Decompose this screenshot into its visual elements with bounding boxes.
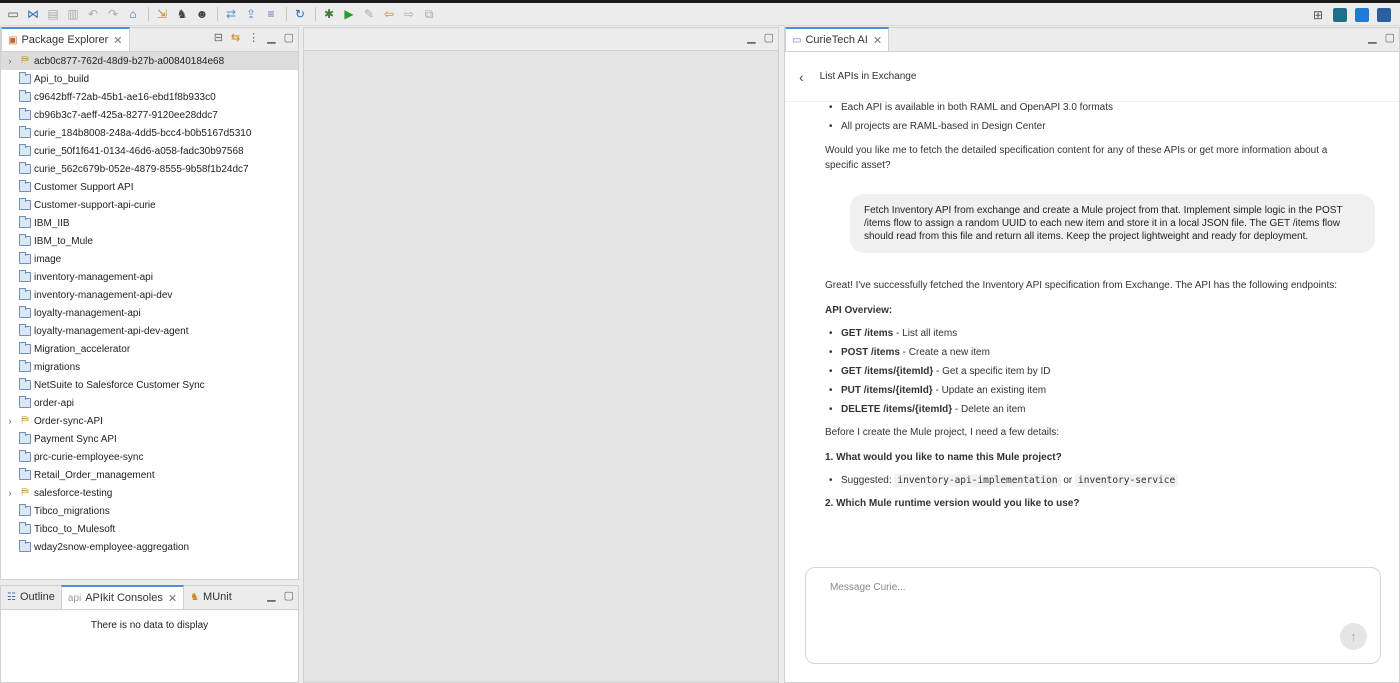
- details-intro: Before I create the Mule project, I need a few details:: [825, 427, 1060, 438]
- tree-item-label: order-api: [34, 397, 75, 409]
- munit-icon: ♞: [190, 591, 200, 603]
- folder-icon: [19, 398, 31, 408]
- folder-icon: [19, 182, 31, 192]
- open-icon[interactable]: ⧉: [424, 6, 434, 21]
- list-item: • Each API is available in both RAML and OpenAPI 3.0 formats: [841, 98, 1359, 117]
- tree-item-label: Customer-support-api-curie: [34, 199, 156, 211]
- tree-item-label: curie_50f1f641-0134-46d6-a058-fadc30b97568: [34, 145, 244, 157]
- chat-header: [785, 52, 1399, 102]
- tab-apikit-consoles[interactable]: [61, 585, 184, 609]
- endpoint-method: DELETE /items/{itemId}: [841, 404, 953, 415]
- perspective-switcher: [1308, 6, 1396, 24]
- editor-area: [303, 27, 779, 683]
- tree-item-label: Migration_accelerator: [34, 343, 131, 355]
- tree-item[interactable]: [1, 178, 298, 196]
- tab-label: Outline: [19, 591, 55, 603]
- suggestion-code: inventory-service: [1075, 474, 1178, 487]
- folder-icon: [19, 506, 31, 516]
- tree-item-label: image: [34, 253, 62, 265]
- minimize-icon[interactable]: ▁: [267, 32, 276, 44]
- or-text: or: [1063, 475, 1073, 486]
- tab-curietech-ai[interactable]: [785, 27, 889, 51]
- tree-item[interactable]: [1, 484, 298, 502]
- endpoint-item: [841, 400, 1359, 419]
- folder-icon: [19, 344, 31, 354]
- folder-icon: [19, 362, 31, 372]
- tree-item[interactable]: [1, 160, 298, 178]
- tree-item[interactable]: [1, 376, 298, 394]
- user-message-bubble: Fetch Inventory API from exchange and create a Mule project from that. Implement simple logic in the POST /items flow to assign a random UUID to each new item and store it in a local JSON file. The GET /items flow should read from this file and return all items. Keep the project lightweight and ready for deployment.: [850, 194, 1375, 253]
- refresh-icon[interactable]: ↻: [294, 7, 306, 21]
- user-icon[interactable]: ☻: [195, 7, 209, 21]
- close-icon[interactable]: ✕: [872, 34, 883, 47]
- list-item: • All projects are RAML-based in Design Center: [841, 117, 1359, 136]
- folder-icon: [19, 326, 31, 336]
- collapse-all-icon[interactable]: ⊟: [213, 32, 223, 44]
- api-overview-heading: API Overview:: [825, 305, 893, 316]
- run-icon[interactable]: ▶: [344, 7, 354, 21]
- import-icon[interactable]: ⇲: [156, 7, 168, 21]
- tab-outline[interactable]: [1, 585, 61, 609]
- endpoint-description: - Get a specific item by ID: [933, 366, 1051, 377]
- tree-item-label: Customer Support API: [34, 181, 134, 193]
- expand-arrow-icon[interactable]: ›: [8, 56, 12, 66]
- endpoint-description: - Update an existing item: [932, 385, 1047, 396]
- link-with-editor-icon[interactable]: ⇆: [230, 32, 241, 44]
- view-actions: [747, 31, 774, 44]
- redo-icon[interactable]: ↷: [107, 7, 119, 21]
- edit-icon[interactable]: ✎: [363, 7, 375, 21]
- question-1: 1. What would you like to name this Mule project?: [825, 452, 1062, 463]
- folder-icon: [19, 236, 31, 246]
- view-actions: [214, 31, 294, 44]
- tree-item-label: acb0c877-762d-48d9-b27b-a00840184e68: [34, 55, 225, 67]
- deploy-icon[interactable]: ⇪: [245, 7, 257, 21]
- tab-label: MUnit: [203, 591, 232, 603]
- folder-icon: [19, 92, 31, 102]
- folder-icon: [19, 380, 31, 390]
- maximize-icon[interactable]: ▢: [283, 32, 294, 44]
- curietech-panel: [784, 27, 1400, 683]
- main-toolbar: [0, 3, 1400, 26]
- folder-icon: [19, 272, 31, 282]
- message-input[interactable]: Message Curie...: [830, 582, 906, 593]
- folder-icon: [19, 452, 31, 462]
- endpoint-method: POST /items: [841, 347, 900, 358]
- tree-item[interactable]: [1, 520, 298, 538]
- package-icon: ▣: [8, 34, 18, 46]
- endpoint-item: [841, 324, 1359, 343]
- forward-icon[interactable]: ⇨: [403, 7, 415, 21]
- suggestion-list: [825, 471, 1359, 490]
- tree-item[interactable]: [1, 286, 298, 304]
- tree-item[interactable]: [1, 88, 298, 106]
- link-icon[interactable]: ⋈: [27, 7, 39, 21]
- mule-project-icon: ⛿: [21, 415, 29, 426]
- tree-item-label: cb96b3c7-aeff-425a-8277-9120ee28ddc7: [34, 109, 218, 121]
- tree-item-label: inventory-management-api-dev: [34, 289, 173, 301]
- designer-icon[interactable]: [1352, 6, 1372, 24]
- tree-item[interactable]: [1, 304, 298, 322]
- endpoint-method: GET /items: [841, 328, 894, 339]
- tree-item[interactable]: [1, 124, 298, 142]
- tree-item[interactable]: [1, 214, 298, 232]
- save-all-icon[interactable]: ▥: [67, 7, 79, 21]
- expand-arrow-icon[interactable]: ›: [8, 488, 12, 498]
- maximize-icon[interactable]: ▢: [763, 32, 774, 44]
- tree-item-label: IBM_to_Mule: [34, 235, 93, 247]
- anypoint-perspective-icon[interactable]: [1374, 6, 1394, 24]
- tree-item[interactable]: [1, 412, 298, 430]
- folder-icon: [19, 254, 31, 264]
- expand-arrow-icon[interactable]: ›: [8, 416, 12, 426]
- chat-messages: [785, 98, 1399, 570]
- endpoint-item: [841, 362, 1359, 381]
- endpoint-item: [841, 381, 1359, 400]
- view-actions: [267, 589, 294, 602]
- tab-munit[interactable]: [184, 585, 238, 609]
- tree-item[interactable]: [1, 268, 298, 286]
- designer-toggle-icon[interactable]: ≡: [267, 7, 275, 21]
- tree-item-label: Retail_Order_management: [34, 469, 155, 481]
- suggestion-code: inventory-api-implementation: [894, 474, 1060, 487]
- tab-package-explorer[interactable]: [1, 27, 130, 51]
- toolbar-separator: [286, 7, 287, 21]
- assistant-bullets: [825, 98, 1359, 136]
- suggested-label: Suggested:: [841, 475, 892, 486]
- tree-item-label: salesforce-testing: [34, 487, 113, 499]
- curie-icon: ▭: [792, 34, 802, 46]
- endpoint-list: [825, 324, 1359, 419]
- tree-item[interactable]: [1, 322, 298, 340]
- question-2: 2. Which Mule runtime version would you like to use?: [825, 498, 1080, 509]
- folder-icon: [19, 542, 31, 552]
- tree-item[interactable]: [1, 196, 298, 214]
- tree-item-label: curie_184b8008-248a-4dd5-bcc4-b0b5167d5310: [34, 127, 252, 139]
- undo-icon[interactable]: ↶: [87, 7, 99, 21]
- perspective-icon[interactable]: ⊞: [1312, 8, 1324, 22]
- maximize-icon[interactable]: ▢: [283, 590, 294, 602]
- project-tree: [1, 52, 298, 556]
- tree-item[interactable]: [1, 52, 298, 70]
- tree-item[interactable]: [1, 448, 298, 466]
- tree-item[interactable]: [1, 538, 298, 556]
- folder-icon: [19, 434, 31, 444]
- empty-state-message: There is no data to display: [90, 620, 209, 631]
- tree-item[interactable]: [1, 466, 298, 484]
- toolbar-separator: [148, 7, 149, 21]
- tree-item[interactable]: [1, 142, 298, 160]
- package-explorer-tabbar: [1, 28, 298, 52]
- mule-project-icon: ⛿: [21, 487, 29, 498]
- folder-icon: [19, 146, 31, 156]
- folder-icon: [19, 470, 31, 480]
- folder-icon: [19, 110, 31, 120]
- tree-item-label: Tibco_to_Mulesoft: [34, 523, 116, 535]
- list-item: [841, 471, 1359, 490]
- outline-tabbar: [1, 586, 298, 610]
- tab-label: Package Explorer: [21, 34, 109, 46]
- endpoint-description: - Delete an item: [952, 404, 1026, 415]
- tab-label: APIkit Consoles: [85, 592, 163, 604]
- send-arrow-icon[interactable]: ↑: [1340, 623, 1367, 650]
- mule-project-icon: ⛿: [21, 55, 29, 66]
- assistant-response-intro: Great! I've successfully fetched the Inventory API specification from Exchange. The API has the following endpoints:: [825, 280, 1338, 291]
- endpoint-method: GET /items/{itemId}: [841, 366, 934, 377]
- minimize-icon[interactable]: ▁: [747, 32, 756, 44]
- new-icon[interactable]: ▭: [7, 7, 19, 21]
- folder-icon: [19, 218, 31, 228]
- minimize-icon[interactable]: ▁: [267, 590, 276, 602]
- outline-panel: [0, 585, 299, 683]
- tree-item[interactable]: [1, 502, 298, 520]
- tree-item-label: wday2snow-employee-aggregation: [34, 541, 190, 553]
- tree-item-label: migrations: [34, 361, 81, 373]
- folder-icon: [19, 290, 31, 300]
- tree-item[interactable]: [1, 430, 298, 448]
- folder-icon: [19, 74, 31, 84]
- view-actions: [1368, 31, 1395, 44]
- folder-icon: [19, 200, 31, 210]
- tree-item-label: inventory-management-api: [34, 271, 153, 283]
- conversation-title: List APIs in Exchange: [819, 71, 917, 82]
- tree-item[interactable]: [1, 106, 298, 124]
- tree-item-label: loyalty-management-api: [34, 307, 141, 319]
- folder-icon: [19, 128, 31, 138]
- apikit-icon: api: [67, 592, 82, 604]
- tree-item-label: curie_562c679b-052e-4879-8555-9b58f1b24dc7: [34, 163, 249, 175]
- package-explorer-panel: [0, 27, 299, 580]
- endpoint-method: PUT /items/{itemId}: [841, 385, 933, 396]
- endpoint-description: - List all items: [893, 328, 958, 339]
- tree-item-label: NetSuite to Salesforce Customer Sync: [34, 379, 205, 391]
- tree-item-label: Order-sync-API: [34, 415, 103, 427]
- minimize-icon[interactable]: ▁: [1368, 32, 1377, 44]
- close-icon[interactable]: ✕: [167, 592, 178, 605]
- folder-icon: [19, 164, 31, 174]
- tree-item[interactable]: [1, 250, 298, 268]
- toolbar-separator: [315, 7, 316, 21]
- folder-icon: [19, 308, 31, 318]
- endpoint-description: - Create a new item: [899, 347, 990, 358]
- exchange-icon[interactable]: ⇄: [225, 7, 237, 21]
- tree-item-label: prc-curie-employee-sync: [34, 451, 144, 463]
- back-arrow-icon[interactable]: ‹: [799, 68, 804, 85]
- tree-item[interactable]: [1, 340, 298, 358]
- view-menu-icon[interactable]: ⋮: [248, 32, 260, 44]
- message-composer[interactable]: [805, 567, 1381, 664]
- mule-perspective-icon[interactable]: [1330, 6, 1350, 24]
- back-icon[interactable]: ⇦: [383, 7, 395, 21]
- debug-icon[interactable]: ✱: [323, 7, 335, 21]
- maximize-icon[interactable]: ▢: [1384, 32, 1395, 44]
- tree-item-label: IBM_IIB: [34, 217, 70, 229]
- toolbar-separator: [217, 7, 218, 21]
- tree-item[interactable]: [1, 232, 298, 250]
- tree-item-label: Tibco_migrations: [34, 505, 110, 517]
- outline-icon: ☷: [7, 591, 16, 603]
- anypoint-icon[interactable]: ⌂: [129, 7, 137, 21]
- assistant-followup: Would you like me to fetch the detailed specification content for any of these APIs or get more information about a specific asset?: [825, 145, 1328, 171]
- save-icon[interactable]: ▤: [47, 7, 59, 21]
- tree-item-label: loyalty-management-api-dev-agent: [34, 325, 189, 337]
- tree-item[interactable]: [1, 394, 298, 412]
- endpoint-item: [841, 343, 1359, 362]
- tree-item[interactable]: [1, 358, 298, 376]
- close-icon[interactable]: ✕: [113, 34, 123, 47]
- tab-label: CurieTech AI: [805, 34, 868, 46]
- mule-icon[interactable]: ♞: [176, 7, 188, 21]
- curietech-tabbar: [785, 28, 1399, 52]
- editor-tabbar: [304, 28, 778, 51]
- tree-item-label: Payment Sync API: [34, 433, 117, 445]
- tree-item-label: c9642bff-72ab-45b1-ae16-ebd1f8b933c0: [34, 91, 216, 103]
- folder-icon: [19, 524, 31, 534]
- tree-item-label: Api_to_build: [34, 73, 90, 85]
- tree-item[interactable]: [1, 70, 298, 88]
